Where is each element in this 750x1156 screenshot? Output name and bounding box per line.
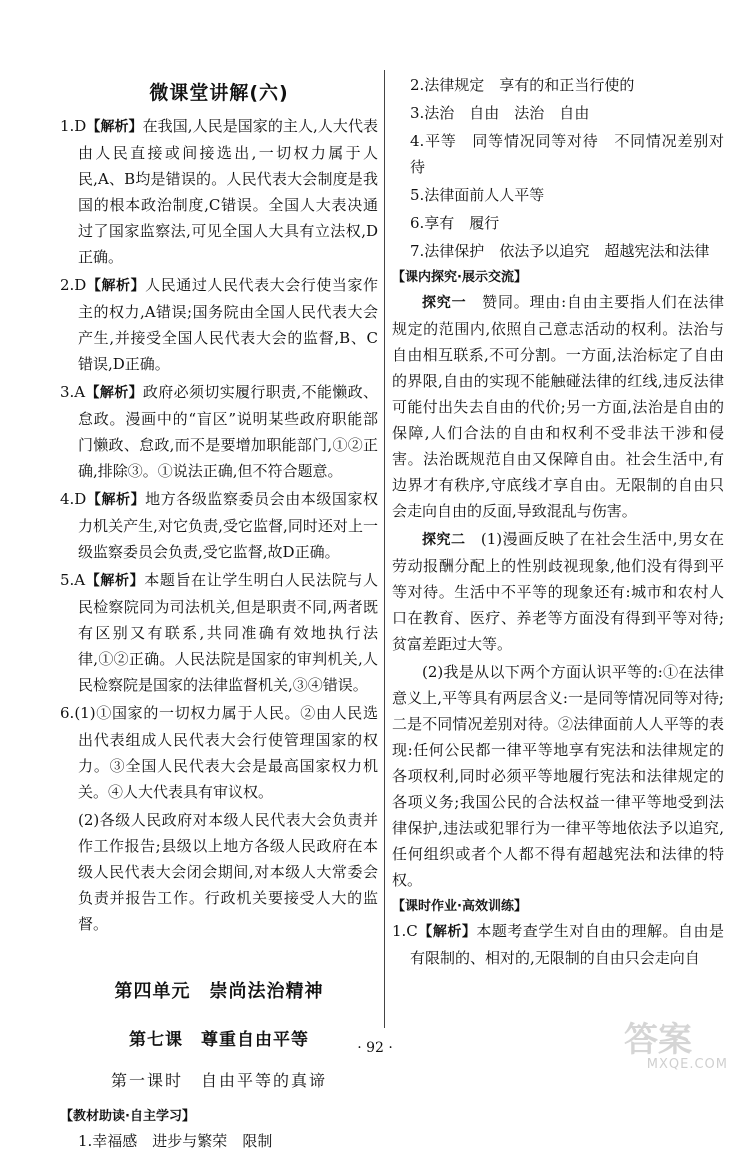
answer-item: [392, 918, 724, 971]
answer-item: [60, 379, 378, 484]
analysis-tag: 【解析】: [86, 492, 146, 508]
analysis-tag: 【解析】: [85, 573, 145, 589]
explore-text: (1)漫画反映了在社会生活中,男女在劳动报酬分配上的性别歧视现象,他们没有得到平等对待。生活中不平等的现象还有:城市和农村人口在教育、医疗、养老等方面没有得到平等对待;贫富差距过大等。: [392, 530, 724, 653]
answer-subpart: (2)各级人民政府对本级人民代表大会负责并作工作报告;县级以上地方各级人民政府在本级人民代表大会闭会期间,对本级人大常委会负责并报告工作。行政机关要接受人大的监督。: [78, 811, 378, 933]
answer-item: [60, 486, 378, 565]
answer-text: 地方各级监察委员会由本级国家权力机关产生,对它负责,受它监督,同时还对上一级监察委员会负责,受它监督,故D正确。: [78, 490, 378, 561]
answer-text: 本题考查学生对自由的理解。自由是有限制的、相对的,无限制的自由只会走向自: [410, 922, 724, 967]
answer-number: 1.D: [60, 117, 87, 135]
right-column: [392, 72, 724, 973]
answer-item: 7.法律保护 依法予以追究 超越宪法和法律: [410, 242, 710, 260]
column-divider: [384, 70, 385, 1028]
lesson-title: 第七课 尊重自由平等: [129, 1030, 309, 1050]
analysis-tag: 【解析】: [86, 119, 143, 135]
answer-item: [60, 272, 378, 377]
answer-number: 1.C: [392, 922, 418, 940]
answer-number: 5.A: [60, 571, 86, 589]
answer-text: 本题旨在让学生明白人民法院与人民检察院同为司法机关,但是职责不同,两者既有区别又有联系,共同准确有效地执行法律,①②正确。人民法院是国家的审判机关,人民检察院是国家的法律监督机关,③④错误。: [78, 571, 378, 694]
section-heading: 【课时作业·高效训练】: [392, 899, 527, 914]
explore-label: 探究一: [422, 295, 467, 311]
answer-number: 2.D: [60, 276, 87, 294]
answer-text: 在我国,人民是国家的主人,人大代表由人民直接或间接选出,一切权力属于人民,A、B均是错误的。人民代表大会制度是我国的根本政治制度,C错误。全国人大表决通过了国家监察法,可见全国人大具有立法权,D正确。: [78, 117, 378, 266]
answer-item: [60, 700, 378, 805]
answer-item: 3.法治 自由 法治 自由: [410, 104, 590, 122]
answer-text: (1)①国家的一切权力属于人民。②由人民选出代表组成人民代表大会行使管理国家的权力。③全国人民代表大会是最高国家权力机关。④人大代表具有审议权。: [74, 704, 378, 801]
answer-item: 2.法律规定 享有的和正当行使的: [410, 76, 635, 94]
explore-paragraph: [392, 526, 724, 657]
answer-item: [60, 567, 378, 698]
answer-text: 政府必须切实履行职责,不能懒政、怠政。漫画中的“盲区”说明某些政府职能部门懒政、怠政,而不是要增加职能部门,①②正确,排除③。①说法正确,但不符合题意。: [78, 383, 378, 480]
period-title: 第一课时 自由平等的真谛: [110, 1071, 327, 1090]
unit-title: 第四单元 崇尚法治精神: [114, 981, 324, 1002]
watermark-logo: [582, 1012, 732, 1074]
answer-item: 1.幸福感 进步与繁荣 限制: [78, 1132, 273, 1150]
section-heading: 【教材助读·自主学习】: [60, 1109, 195, 1124]
analysis-tag: 【解析】: [417, 924, 477, 940]
left-column: [60, 78, 378, 1156]
explore-text: 赞同。理由:自由主要指人们在法律规定的范围内,依照自己意志活动的权利。法治与自由相互联系,不可分割。一方面,法治标定了自由的界限,自由的实现不能触碰法律的红线,违反法律可能付出失去自由的代价;另一方面,法治是自由的保障,人们合法的自由和权利不受非法干涉和侵害。法治既规范自由又保障自由。社会生活中,有边界才有秩序,守底线才享自由。无限制的自由只会走向自由的反面,导致混乱与伤害。: [392, 293, 724, 520]
page-number: · 92 ·: [357, 1040, 393, 1056]
watermark-glyph: 答案: [624, 1020, 692, 1060]
analysis-tag: 【解析】: [86, 278, 146, 294]
explore-paragraph: [392, 289, 724, 524]
answer-text: 人民通过人民代表大会行使当家作主的权力,A错误;国务院由全国人民代表大会产生,并接受全国人民代表大会的监督,B、C错误,D正确。: [78, 276, 378, 373]
analysis-tag: 【解析】: [85, 385, 143, 401]
answer-item: 5.法律面前人人平等: [410, 186, 545, 204]
explore-label: 探究二: [422, 532, 466, 548]
watermark-text: MXQE.COM: [646, 1057, 728, 1072]
section-heading: 【课内探究·展示交流】: [392, 270, 527, 285]
answer-number: 6.: [60, 704, 75, 722]
section-title: 微课堂讲解(六): [149, 82, 289, 104]
answer-item: 4.平等 同等情况同等对待 不同情况差别对待: [410, 132, 724, 176]
answer-item: [60, 113, 378, 270]
answer-number: 4.D: [60, 490, 87, 508]
answer-item: 6.享有 履行: [410, 214, 500, 232]
answer-number: 3.A: [60, 383, 86, 401]
explore-paragraph: (2)我是从以下两个方面认识平等的:①在法律意义上,平等具有两层含义:一是同等情况同等对待;二是不同情况差别对待。②法律面前人人平等的表现:任何公民都一律平等地享有宪法和法律规定的各项权利,同时必须平等地履行宪法和法律规定的各项义务;我国公民的合法权益一律平等地受到法律保护,违法或犯罪行为一律平等地依法予以追究,任何组织或者个人都不得有超越宪法和法律的特权。: [392, 663, 724, 889]
